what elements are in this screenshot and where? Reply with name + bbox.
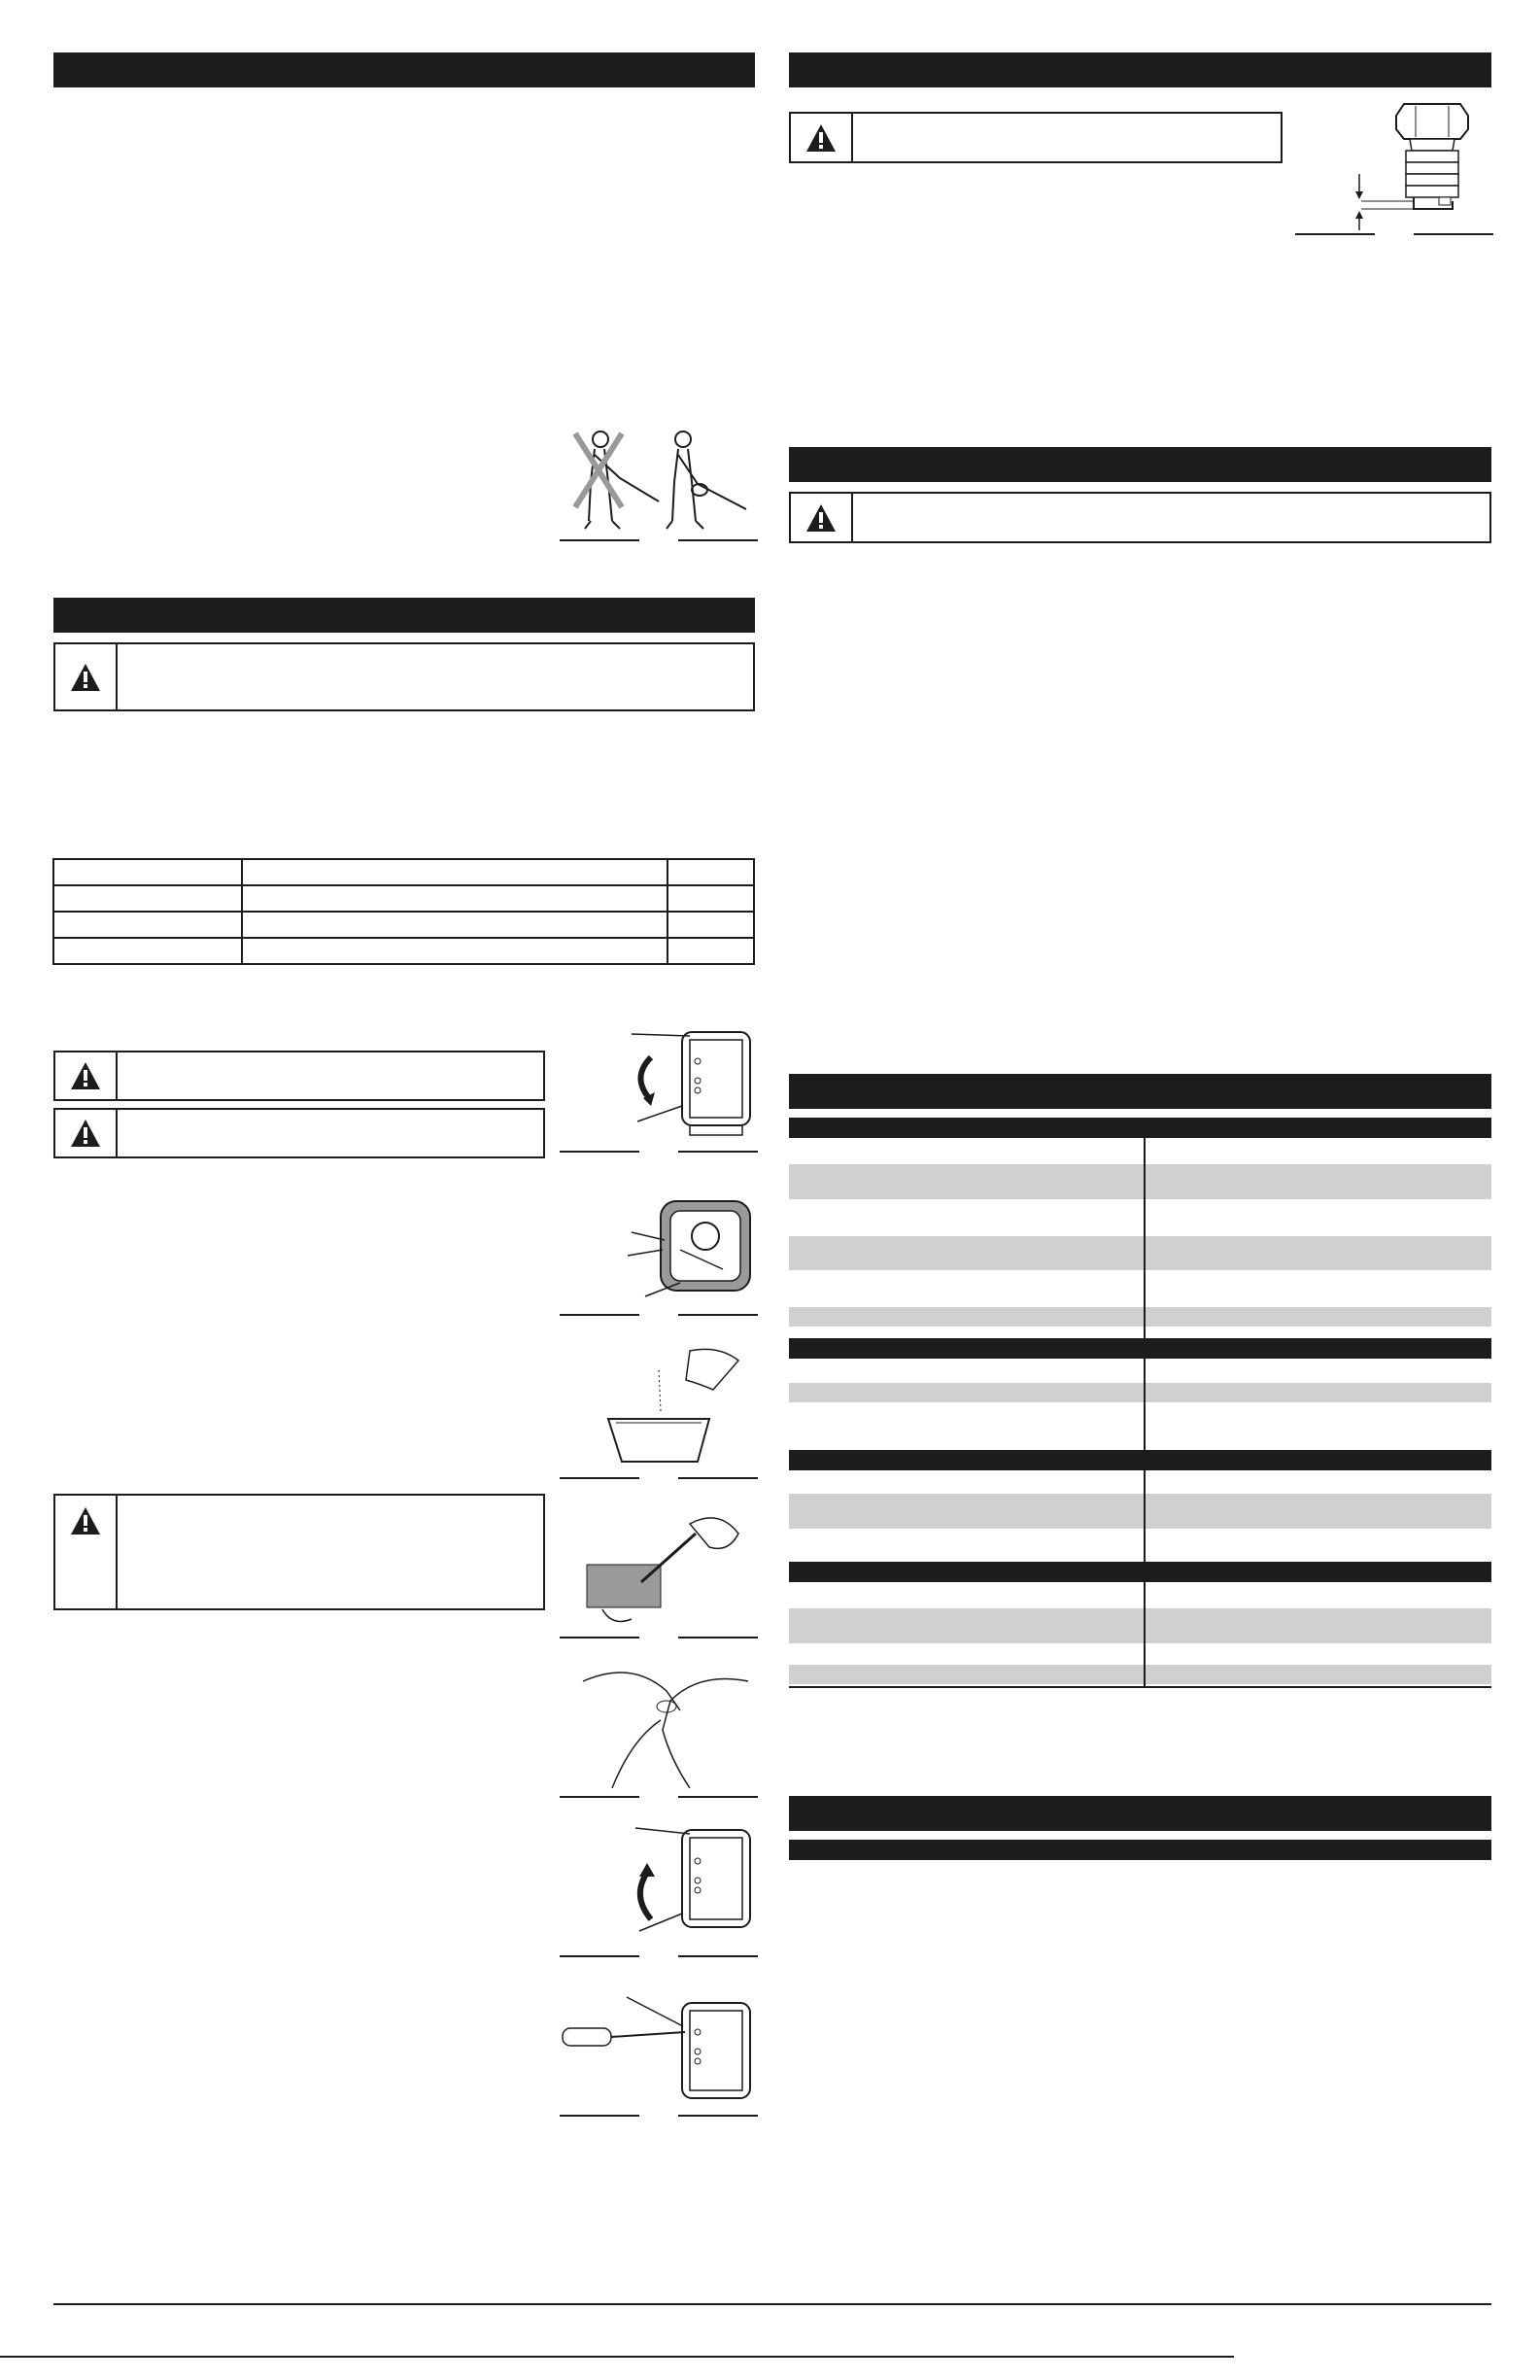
table-cell bbox=[667, 912, 754, 938]
table-row bbox=[1146, 1236, 1491, 1270]
air-filter-warning bbox=[53, 642, 755, 711]
figure-caption-line bbox=[678, 539, 758, 541]
table-divider bbox=[1144, 1359, 1146, 1450]
table-cell bbox=[667, 859, 754, 885]
footer-rule bbox=[53, 2303, 1491, 2305]
warning-small-2 bbox=[53, 1108, 545, 1158]
spark-plug-warning bbox=[789, 112, 1283, 163]
air-hose-icon bbox=[583, 1504, 758, 1631]
spec-table bbox=[52, 858, 755, 965]
figure-caption-line bbox=[560, 1314, 639, 1316]
warning-triangle-icon bbox=[55, 1496, 118, 1608]
table-row bbox=[53, 885, 754, 912]
troubleshooting-subheader bbox=[789, 1450, 1491, 1470]
table-cell bbox=[53, 885, 242, 912]
table-row bbox=[789, 1665, 1144, 1684]
tray-icon bbox=[593, 1341, 758, 1477]
figure-caption-line bbox=[678, 1151, 758, 1153]
table-cell bbox=[667, 938, 754, 964]
figure-caption-line bbox=[560, 1151, 639, 1153]
troubleshooting-subheader bbox=[789, 1562, 1491, 1582]
figure-caption-line bbox=[678, 1796, 758, 1798]
warning-triangle-icon bbox=[791, 114, 853, 161]
carburetor-cover-icon bbox=[622, 1822, 758, 1949]
table-row bbox=[789, 1307, 1144, 1327]
figure-caption-line bbox=[560, 1637, 639, 1638]
figure-caption-line bbox=[678, 1314, 758, 1316]
table-row bbox=[789, 1236, 1144, 1270]
table-row bbox=[1146, 1164, 1491, 1199]
figure-caption-line bbox=[560, 539, 639, 541]
air-filter-header bbox=[53, 598, 755, 633]
figure-caption-line bbox=[560, 2115, 639, 2117]
carburetor-cover-icon bbox=[622, 1020, 758, 1142]
table-row bbox=[789, 1164, 1144, 1199]
table-row bbox=[53, 912, 754, 938]
left-top-header bbox=[53, 52, 755, 87]
figure-caption-line bbox=[1414, 233, 1493, 235]
figure-caption-line bbox=[678, 2115, 758, 2117]
troubleshooting-header bbox=[789, 1074, 1491, 1109]
table-cell bbox=[53, 912, 242, 938]
warning-small-1 bbox=[53, 1051, 545, 1101]
figure-caption-line bbox=[560, 1477, 639, 1479]
warning-triangle-icon bbox=[55, 644, 118, 709]
table-row bbox=[1146, 1494, 1491, 1529]
table-row bbox=[789, 1494, 1144, 1529]
table-cell bbox=[242, 938, 667, 964]
footer-rule bbox=[0, 2356, 1234, 2358]
warning-triangle-icon bbox=[55, 1110, 118, 1156]
hands-icon bbox=[573, 1652, 758, 1798]
table-row bbox=[53, 938, 754, 964]
table-row bbox=[1146, 1307, 1491, 1327]
table-cell bbox=[53, 938, 242, 964]
warning-large bbox=[53, 1494, 545, 1610]
table-cell bbox=[53, 859, 242, 885]
table-row bbox=[53, 859, 754, 885]
filter-housing-icon bbox=[622, 1186, 758, 1307]
bottom-subheader bbox=[789, 1840, 1491, 1860]
troubleshooting-subheader bbox=[789, 1118, 1491, 1138]
table-row bbox=[789, 1383, 1144, 1402]
table-cell bbox=[242, 885, 667, 912]
figure-caption-line bbox=[678, 1477, 758, 1479]
screwdriver-icon bbox=[559, 1987, 758, 2114]
table-row bbox=[1146, 1608, 1491, 1643]
warning-triangle-icon bbox=[791, 494, 853, 541]
spark-plug-icon bbox=[1297, 92, 1491, 238]
table-bottom-rule bbox=[789, 1686, 1491, 1688]
warning-triangle-icon bbox=[55, 1052, 118, 1099]
troubleshooting-subheader bbox=[789, 1338, 1491, 1359]
spark-plug-header bbox=[789, 52, 1491, 87]
table-cell bbox=[242, 859, 667, 885]
right-section-2-warning bbox=[789, 492, 1491, 543]
right-section-2-header bbox=[789, 447, 1491, 482]
figure-caption-line bbox=[678, 1955, 758, 1957]
operator-figures-illustration bbox=[552, 424, 758, 540]
figure-caption-line bbox=[678, 1637, 758, 1638]
table-cell bbox=[667, 885, 754, 912]
table-row bbox=[789, 1608, 1144, 1643]
table-row bbox=[1146, 1383, 1491, 1402]
figure-caption-line bbox=[560, 1796, 639, 1798]
figure-caption-line bbox=[560, 1955, 639, 1957]
figure-caption-line bbox=[1295, 233, 1375, 235]
table-row bbox=[1146, 1665, 1491, 1684]
bottom-header bbox=[789, 1796, 1491, 1831]
table-cell bbox=[242, 912, 667, 938]
